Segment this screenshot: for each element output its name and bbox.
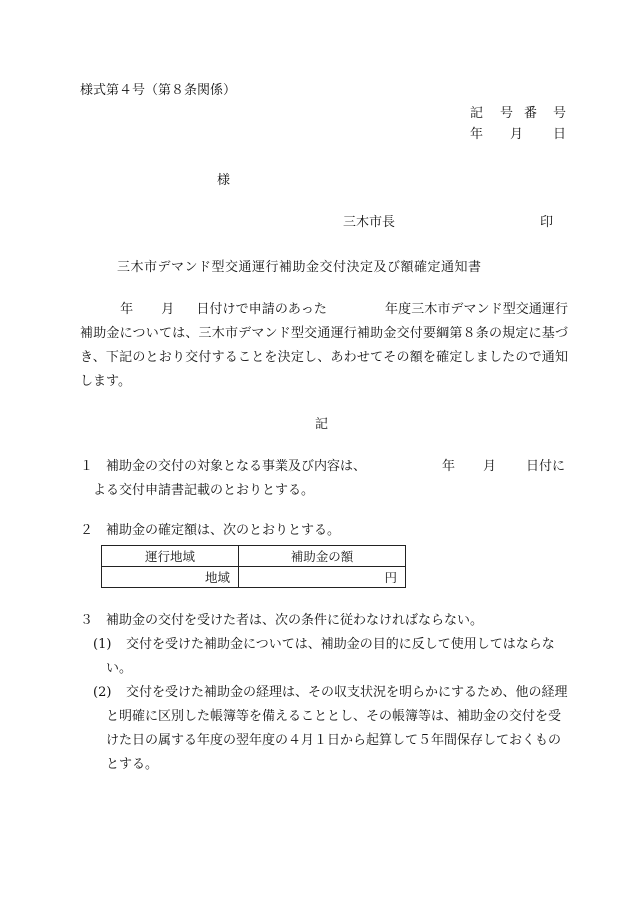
- subsidy-amount-table: [101, 545, 406, 588]
- sub-item-2-number: (2): [93, 685, 112, 700]
- issuer-name: 三木市長: [343, 215, 396, 230]
- header-area: 運行地域: [102, 546, 239, 567]
- item-1-number: １: [80, 459, 94, 474]
- form-label: 様式第４号（第８条関係）: [80, 83, 237, 98]
- cell-amount: 円: [239, 567, 406, 588]
- date-year: 年: [470, 127, 484, 142]
- date-day: 日: [553, 127, 567, 142]
- intro-paragraph: [80, 298, 568, 394]
- item-3-text: 補助金の交付を受けた者は、次の条件に従わなければならない。: [106, 613, 484, 628]
- number-char: 記: [470, 106, 484, 121]
- item-2-text: 補助金の確定額は、次のとおりとする。: [106, 523, 341, 538]
- item-3-number: ３: [80, 613, 94, 628]
- number-char: 番: [524, 106, 538, 121]
- table-header-row: [102, 546, 406, 567]
- item-2-number: ２: [80, 523, 94, 538]
- item-1-text: 補助金の交付の対象となる事業及び内容は、: [106, 459, 367, 474]
- table-row: [102, 567, 406, 588]
- item-1-day: 日付に: [526, 459, 566, 474]
- item-1-continuation: よる交付申請書記載のとおりとする。: [93, 483, 315, 498]
- item-1-year: 年: [442, 459, 456, 474]
- ki-heading: 記: [315, 417, 329, 432]
- intro-month: 月: [161, 302, 175, 317]
- intro-year: 年: [120, 302, 134, 317]
- intro-day-text: 日付けで申請のあった: [196, 302, 327, 317]
- item-1-month: 月: [483, 459, 497, 474]
- cell-area: 地域: [102, 567, 239, 588]
- recipient-suffix: 様: [217, 173, 231, 188]
- intro-body: 年度三木市デマンド型交通運行補助金については、三木市デマンド型交通運行補助金交付要綱第８条の規定に基づき、下記のとおり交付することを決定し、あわせてその額を確定しましたので通知します。: [80, 302, 568, 389]
- header-amount: 補助金の額: [239, 546, 406, 567]
- sub-item-2-text: 交付を受けた補助金の経理は、その収支状況を明らかにするため、他の経理と明確に区別した帳簿等を備えることとし、その帳簿等は、補助金の交付を受けた日の属する年度の翌年度の４月１日から起算して５年間保存しておくものとする。: [106, 685, 568, 772]
- number-char: 号: [553, 106, 567, 121]
- sub-item-1-number: (1): [93, 637, 112, 652]
- number-char: 号: [500, 106, 514, 121]
- seal-mark: 印: [540, 215, 554, 230]
- date-month: 月: [510, 127, 524, 142]
- sub-item-1-text: 交付を受けた補助金については、補助金の目的に反して使用してはならない。: [106, 637, 555, 676]
- document-title: 三木市デマンド型交通運行補助金交付決定及び額確定通知書: [117, 260, 482, 275]
